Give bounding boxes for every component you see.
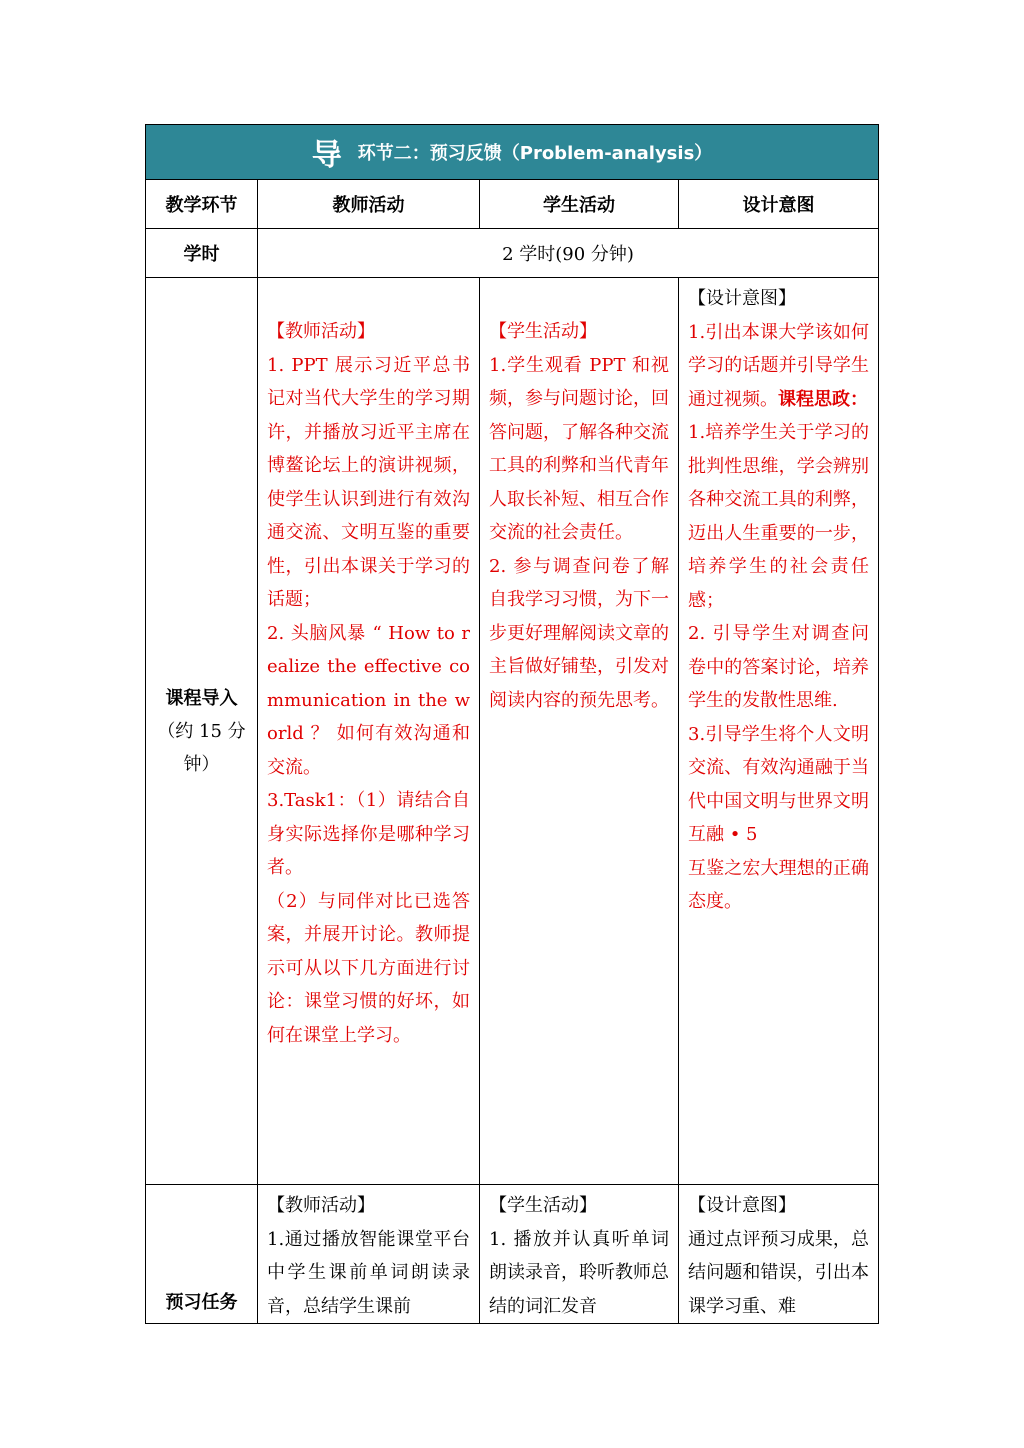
preview-student-p1: 1. 播放并认真听单词朗读录音，聆听教师总结的词汇发音 [489,1228,669,1317]
banner-big-char: 导 [311,138,342,173]
intro-design-p1-bold: 课程思政： [778,388,868,410]
intro-student-heading: 【学生活动】 [489,321,597,342]
header-row [146,180,879,229]
preview-teacher-p1: 1.通过播放智能课堂平台中学生课前单词朗读录音，总结学生课前 [267,1228,470,1317]
preview-label-cell [146,1185,258,1324]
preview-student-cell [480,1185,679,1324]
intro-student-cell [480,278,679,1185]
preview-design-heading: 【设计意图】 [688,1195,796,1216]
header-stage: 教学环节 [146,180,258,229]
intro-teacher-cell [258,278,480,1185]
preview-student-heading: 【学生活动】 [489,1195,597,1216]
intro-student-p1: 1.学生观看 PPT 和视频，参与问题讨论，回答问题，了解各种交流工具的利弊和当代青年人取长补短、相互合作交流的社会责任。 [489,354,669,543]
hours-label: 学时 [146,229,258,278]
intro-teacher-p2: 2. 头脑风暴 “ How to realize the effective communication in the world ？ 如何有效沟通和交流。 [267,622,470,778]
intro-design-p5: 互鉴之宏大理想的正确态度。 [688,857,870,912]
preview-row [146,1185,879,1324]
section-banner [146,125,879,180]
intro-teacher-heading: 【教师活动】 [267,321,375,342]
hours-row [146,229,879,278]
preview-design-cell [679,1185,879,1324]
intro-design-cell [679,278,879,1185]
lesson-plan-table [145,124,879,1324]
intro-label: 课程导入 [165,687,238,709]
preview-teacher-cell [258,1185,480,1324]
intro-row [146,278,879,1185]
preview-design-p1: 通过点评预习成果，总结问题和错误，引出本课学习重、难 [688,1228,870,1317]
header-student: 学生活动 [480,180,679,229]
intro-teacher-p1: 1. PPT 展示习近平总书记对当代大学生的学习期许，并播放习近平主席在博鳌论坛上的演讲视频，使学生认识到进行有效沟通交流、文明互鉴的重要性，引出本课关于学习的话题； [267,354,470,610]
intro-teacher-p4: （2）与同伴对比已选答案，并展开讨论。教师提示可从以下几方面进行讨论：课堂习惯的好坏，如何在课堂上学习。 [267,890,470,1046]
intro-design-p3: 2. 引导学生对调查问卷中的答案讨论，培养学生的发散性思维. [688,623,870,711]
preview-teacher-heading: 【教师活动】 [267,1195,375,1216]
intro-student-p2: 2. 参与调查问卷了解自我学习习惯，为下一步更好理解阅读文章的主旨做好铺垫，引发对阅读内容的预先思考。 [489,555,669,711]
intro-sublabel-line1: （约 15 分 [157,720,246,742]
header-design: 设计意图 [679,180,879,229]
intro-teacher-p3: 3.Task1：（1）请结合自身实际选择你是哪种学习者。 [267,790,470,878]
intro-design-p4: 3.引导学生将个人文明交流、有效沟通融于当代中国文明与世界文明互融 • 5 [688,723,870,845]
hours-value: 2 学时(90 分钟) [258,229,879,278]
intro-label-cell [146,278,258,1185]
intro-design-heading: 【设计意图】 [688,288,796,309]
intro-sublabel-line2: 钟） [183,753,220,775]
intro-design-p1-text: 1.引出本课大学该如何学习的话题并引导学生通过视频。 [688,321,870,410]
intro-design-p2: 1.培养学生关于学习的批判性思维，学会辨别各种交流工具的利弊，迈出人生重要的一步，培养学生的社会责任感； [688,422,870,611]
preview-label: 预习任务 [165,1292,238,1313]
banner-title: 环节二：预习反馈（Problem-analysis） [357,143,713,164]
header-teacher: 教师活动 [258,180,480,229]
intro-design-p1 [688,316,869,417]
